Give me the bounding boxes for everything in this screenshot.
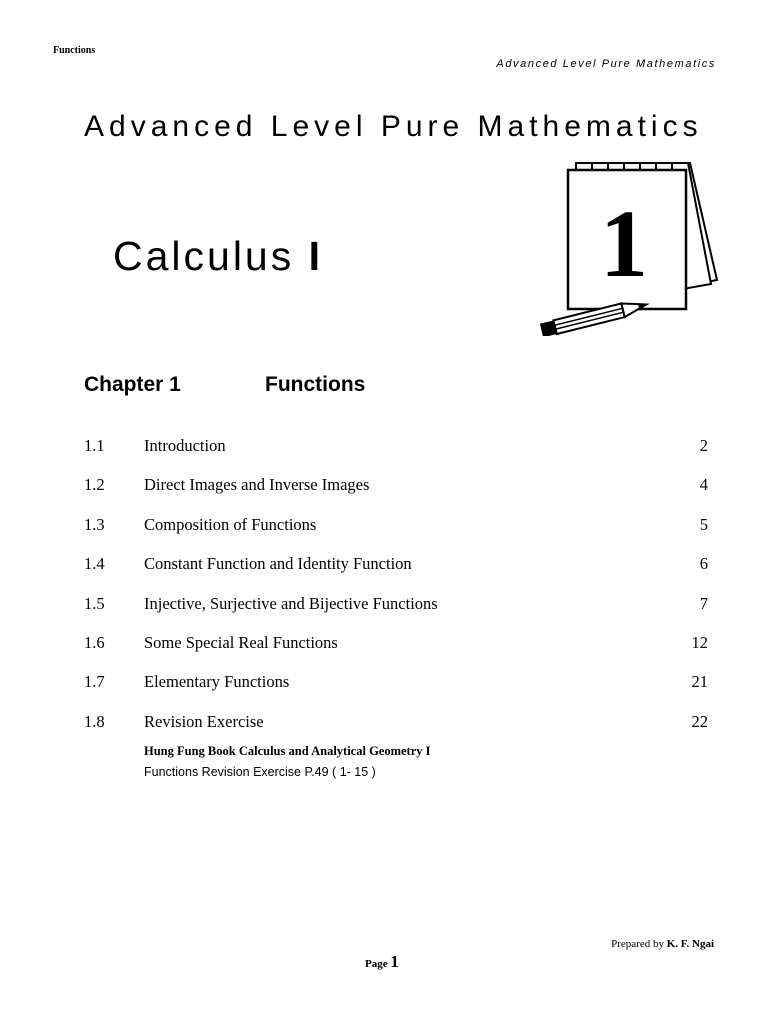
- notebook-pencil-icon: [532, 158, 728, 336]
- toc-page: 21: [691, 672, 708, 692]
- author-name: K. F. Ngai: [666, 938, 714, 950]
- subtitle-numeral: I: [308, 233, 324, 279]
- prepared-by: [611, 938, 714, 950]
- toc-title: Injective, Surjective and Bijective Functions: [144, 593, 438, 613]
- subtitle: [113, 233, 323, 280]
- toc-number: 1.6: [84, 632, 105, 652]
- toc-row[interactable]: [84, 702, 708, 741]
- toc-number: 1.5: [84, 593, 105, 613]
- toc-page: 6: [699, 554, 708, 574]
- page-title: Advanced Level Pure Mathematics: [84, 110, 703, 143]
- header-section-name: Functions: [53, 45, 96, 56]
- toc-number: 1.4: [84, 554, 105, 574]
- toc-row[interactable]: [84, 426, 708, 465]
- toc-page: 4: [699, 475, 708, 495]
- toc-page: 5: [699, 514, 708, 534]
- header-book-title: Advanced Level Pure Mathematics: [496, 58, 716, 70]
- toc-row[interactable]: [84, 623, 708, 662]
- toc-title: Elementary Functions: [144, 672, 290, 692]
- page-label: Page: [365, 958, 391, 970]
- toc-title: Constant Function and Identity Function: [144, 554, 412, 574]
- reference-exercise: Functions Revision Exercise P.49 ( 1- 15 ): [144, 765, 376, 779]
- subtitle-text: Calculus: [113, 233, 309, 279]
- toc-number: 1.7: [84, 672, 105, 692]
- toc-page: 12: [691, 632, 708, 652]
- toc-title: Introduction: [144, 436, 226, 455]
- toc-row[interactable]: [84, 465, 708, 504]
- page-number-value: 1: [390, 952, 399, 971]
- toc-title: Composition of Functions: [144, 514, 317, 534]
- chapter-title: Functions: [265, 373, 366, 396]
- table-of-contents: [84, 426, 708, 741]
- toc-title: Some Special Real Functions: [144, 632, 338, 652]
- toc-number: 1.8: [84, 711, 105, 731]
- reference-book: Hung Fung Book Calculus and Analytical Geometry I: [144, 744, 431, 758]
- toc-page: 2: [699, 436, 708, 455]
- toc-number: 1.1: [84, 436, 105, 455]
- page-number: [365, 952, 399, 972]
- prepared-label: Prepared by: [611, 938, 667, 950]
- toc-title: Revision Exercise: [144, 711, 264, 731]
- toc-title: Direct Images and Inverse Images: [144, 475, 370, 495]
- toc-page: 7: [699, 593, 708, 613]
- toc-number: 1.3: [84, 514, 105, 534]
- chapter-label: Chapter 1: [84, 373, 181, 396]
- toc-row[interactable]: [84, 584, 708, 623]
- toc-page: 22: [691, 711, 708, 731]
- notebook-number: 1: [600, 190, 648, 297]
- toc-row[interactable]: [84, 544, 708, 583]
- toc-row[interactable]: [84, 505, 708, 544]
- toc-number: 1.2: [84, 475, 105, 495]
- toc-row[interactable]: [84, 662, 708, 701]
